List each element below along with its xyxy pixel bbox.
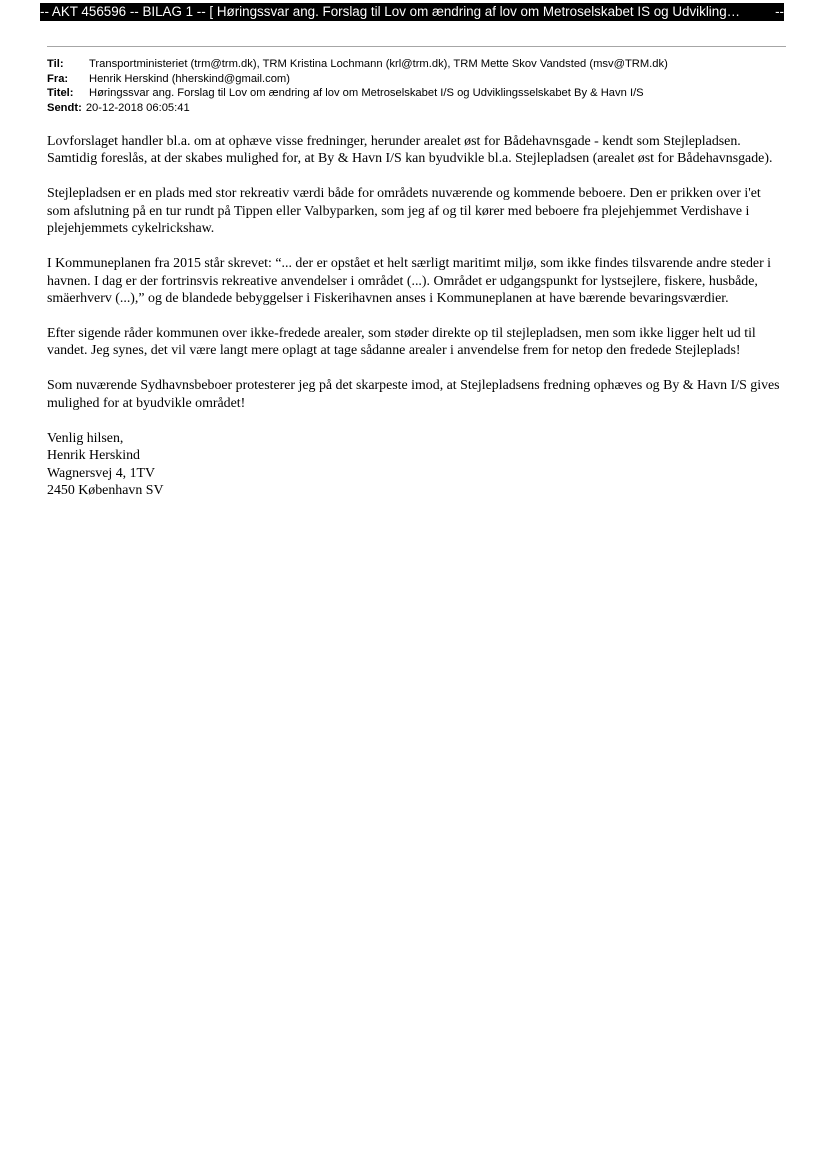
banner-end: -- xyxy=(775,4,784,19)
sent-label: Sendt: xyxy=(47,101,82,114)
document-banner xyxy=(40,3,784,21)
from-row xyxy=(47,72,787,87)
signature-street: Wagnersvej 4, 1TV xyxy=(47,465,156,481)
to-value: Transportministeriet (trm@trm.dk), TRM Kristina Lochmann (krl@trm.dk), TRM Mette Skov Vandsted (msv@TRM.dk) xyxy=(89,58,668,70)
signature-name: Henrik Herskind xyxy=(47,448,140,464)
body-paragraph: I Kommuneplanen fra 2015 står skrevet: “... der er opstået et helt særligt maritimt miljø, som ikke findes tilsvarende andre steder i havnen. I dag er der fortrinsvis rekreative anvendelser i området (...). Området er udgangspunkt for lystsejlere, fiskere, husbåde, smäerhverv (...),” og de blandede bebyggelser i Fiskerihavnen anses i Kommuneplanen at have bærende bevaringsværdier. xyxy=(47,256,772,307)
signature-greeting: Venlig hilsen, xyxy=(47,430,124,446)
title-label: Titel: xyxy=(47,87,74,100)
email-body xyxy=(47,133,787,499)
header-divider xyxy=(47,46,786,47)
banner-text: -- AKT 456596 -- BILAG 1 -- [ Høringssvar ang. Forslag til Lov om ændring af lov om Metroselskabet IS og Udvikling… xyxy=(40,4,741,19)
to-row xyxy=(47,57,787,72)
signature-city: 2450 København SV xyxy=(47,483,164,499)
sent-value: 20-12-2018 06:05:41 xyxy=(85,101,190,114)
body-paragraph: Stejlepladsen er en plads med stor rekreativ værdi både for områdets nuværende og kommende beboere. Den er prikken over i'et som afslutning på en tur rundt på Tippen eller Valbyparken, som jeg af og til kører med beboere fra plejehjemmet Verdishave i plejehjemmets cykelrickshaw. xyxy=(47,186,761,237)
sent-row xyxy=(47,101,787,116)
to-label: Til: xyxy=(47,58,64,70)
body-paragraph: Efter sigende råder kommunen over ikke-fredede arealer, som støder direkte op til stejlepladsen, men som ikke ligger helt ud til vandet. Jeg synes, det vil være langt mere oplagt at tage sådanne arealer i anvendelse frem for netop den fredede Stejleplads! xyxy=(47,326,756,359)
title-value: Høringssvar ang. Forslag til Lov om ændring af lov om Metroselskabet I/S og Udviklingsselskabet By & Havn I/S xyxy=(89,87,644,100)
body-paragraph: Lovforslaget handler bl.a. om at ophæve visse fredninger, herunder arealet øst for Bådehavnsgade - kendt som Stejlepladsen. Samtidig foreslås, at der skabes mulighed for, at By & Havn I/S kan byudvikle bl.a. Stejlepladsen (arealet øst for Bådehavnsgade). xyxy=(47,134,773,167)
from-label: Fra: xyxy=(47,72,69,85)
title-row xyxy=(47,86,787,101)
body-paragraph: Som nuværende Sydhavnsbeboer protesterer jeg på det skarpeste imod, at Stejlepladsens fredning ophæves og By & Havn I/S gives mulighed for at byudvikle området! xyxy=(47,378,780,411)
from-value: Henrik Herskind (hherskind@gmail.com) xyxy=(89,72,290,85)
signature xyxy=(47,430,787,500)
email-header xyxy=(47,57,787,115)
